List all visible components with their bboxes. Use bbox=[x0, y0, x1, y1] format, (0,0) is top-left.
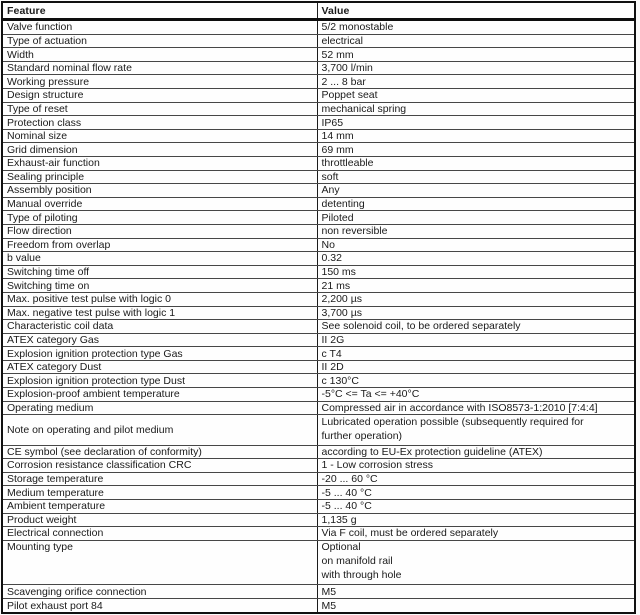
feature-cell: Note on operating and pilot medium bbox=[2, 415, 317, 445]
table-row bbox=[2, 34, 635, 48]
feature-value-table bbox=[1, 1, 636, 614]
table-row bbox=[2, 170, 635, 184]
table-row bbox=[2, 374, 635, 388]
value-cell bbox=[317, 540, 635, 585]
feature-cell: Explosion ignition protection type Gas bbox=[2, 347, 317, 361]
table-row bbox=[2, 279, 635, 293]
value-cell: 3,700 l/min bbox=[317, 61, 635, 75]
table-row bbox=[2, 513, 635, 527]
table-row bbox=[2, 585, 635, 599]
feature-cell: Valve function bbox=[2, 20, 317, 35]
value-cell: 1 - Low corrosion stress bbox=[317, 459, 635, 473]
table-row bbox=[2, 360, 635, 374]
feature-cell: b value bbox=[2, 252, 317, 266]
feature-cell: Electrical connection bbox=[2, 527, 317, 541]
feature-cell: CE symbol (see declaration of conformity) bbox=[2, 445, 317, 459]
feature-cell: Operating medium bbox=[2, 401, 317, 415]
value-cell: Compressed air in accordance with ISO8573-1:2010 [7:4:4] bbox=[317, 401, 635, 415]
feature-cell: Scavenging orifice connection bbox=[2, 585, 317, 599]
column-header-value: Value bbox=[317, 2, 635, 20]
feature-cell: Pilot exhaust port 84 bbox=[2, 599, 317, 613]
value-cell: -5°C <= Ta <= +40°C bbox=[317, 388, 635, 402]
feature-cell: Storage temperature bbox=[2, 472, 317, 486]
value-cell: 21 ms bbox=[317, 279, 635, 293]
table-row bbox=[2, 333, 635, 347]
value-cell: Via F coil, must be ordered separately bbox=[317, 527, 635, 541]
feature-cell: Sealing principle bbox=[2, 170, 317, 184]
feature-cell: Design structure bbox=[2, 89, 317, 103]
feature-cell: Exhaust-air function bbox=[2, 156, 317, 170]
table-row bbox=[2, 599, 635, 613]
feature-cell: Freedom from overlap bbox=[2, 238, 317, 252]
table-row bbox=[2, 415, 635, 445]
table-row bbox=[2, 224, 635, 238]
value-cell: M5 bbox=[317, 599, 635, 613]
table-row bbox=[2, 292, 635, 306]
feature-cell: Flow direction bbox=[2, 224, 317, 238]
table-row bbox=[2, 48, 635, 62]
feature-cell: Type of piloting bbox=[2, 211, 317, 225]
value-cell: See solenoid coil, to be ordered separately bbox=[317, 320, 635, 334]
value-cell: -5 ... 40 °C bbox=[317, 486, 635, 500]
table-row bbox=[2, 238, 635, 252]
feature-cell: Nominal size bbox=[2, 129, 317, 143]
column-header-feature: Feature bbox=[2, 2, 317, 20]
table-row bbox=[2, 306, 635, 320]
table-row bbox=[2, 61, 635, 75]
feature-cell: Product weight bbox=[2, 513, 317, 527]
feature-cell: Manual override bbox=[2, 197, 317, 211]
value-cell: 14 mm bbox=[317, 129, 635, 143]
value-cell: 1,135 g bbox=[317, 513, 635, 527]
table-row bbox=[2, 459, 635, 473]
feature-cell: Characteristic coil data bbox=[2, 320, 317, 334]
feature-cell: Switching time off bbox=[2, 265, 317, 279]
value-cell: throttleable bbox=[317, 156, 635, 170]
feature-cell: Max. negative test pulse with logic 1 bbox=[2, 306, 317, 320]
feature-cell: Switching time on bbox=[2, 279, 317, 293]
value-cell: c T4 bbox=[317, 347, 635, 361]
value-line: Optional bbox=[321, 540, 361, 553]
feature-cell: Width bbox=[2, 48, 317, 62]
table-row bbox=[2, 252, 635, 266]
value-cell: according to EU-Ex protection guideline (ATEX) bbox=[317, 445, 635, 459]
feature-cell: Ambient temperature bbox=[2, 499, 317, 513]
feature-cell: Standard nominal flow rate bbox=[2, 61, 317, 75]
value-cell: -20 ... 60 °C bbox=[317, 472, 635, 486]
table-row bbox=[2, 75, 635, 89]
value-cell: 0.32 bbox=[317, 252, 635, 266]
value-cell: Any bbox=[317, 184, 635, 198]
table-row bbox=[2, 197, 635, 211]
value-cell: -5 ... 40 °C bbox=[317, 499, 635, 513]
value-cell: mechanical spring bbox=[317, 102, 635, 116]
table-row bbox=[2, 211, 635, 225]
value-cell: IP65 bbox=[317, 116, 635, 130]
table-row bbox=[2, 265, 635, 279]
feature-cell: Explosion ignition protection type Dust bbox=[2, 374, 317, 388]
table-row bbox=[2, 388, 635, 402]
feature-cell: Medium temperature bbox=[2, 486, 317, 500]
value-cell: II 2D bbox=[317, 360, 635, 374]
feature-cell: Type of actuation bbox=[2, 34, 317, 48]
table-row bbox=[2, 540, 635, 585]
value-cell: M5 bbox=[317, 585, 635, 599]
value-cell: 3,700 µs bbox=[317, 306, 635, 320]
feature-cell: Max. positive test pulse with logic 0 bbox=[2, 292, 317, 306]
feature-cell: Protection class bbox=[2, 116, 317, 130]
value-line: on manifold rail bbox=[321, 554, 393, 567]
table-row bbox=[2, 486, 635, 500]
feature-cell: Corrosion resistance classification CRC bbox=[2, 459, 317, 473]
value-cell: 69 mm bbox=[317, 143, 635, 157]
table-row bbox=[2, 499, 635, 513]
value-cell: 2,200 µs bbox=[317, 292, 635, 306]
value-cell: Lubricated operation possible (subsequently required for further operation) bbox=[317, 415, 635, 445]
value-cell: 2 ... 8 bar bbox=[317, 75, 635, 89]
feature-cell: Explosion-proof ambient temperature bbox=[2, 388, 317, 402]
table-row bbox=[2, 472, 635, 486]
value-cell: No bbox=[317, 238, 635, 252]
table-header-row bbox=[2, 2, 635, 20]
table-row bbox=[2, 129, 635, 143]
feature-cell: Grid dimension bbox=[2, 143, 317, 157]
table-row bbox=[2, 116, 635, 130]
table-row bbox=[2, 401, 635, 415]
value-cell: electrical bbox=[317, 34, 635, 48]
value-cell: c 130°C bbox=[317, 374, 635, 388]
table-row bbox=[2, 89, 635, 103]
feature-cell: ATEX category Dust bbox=[2, 360, 317, 374]
feature-cell: Mounting type bbox=[2, 540, 317, 585]
table-row bbox=[2, 347, 635, 361]
value-line: with through hole bbox=[321, 568, 402, 581]
table-row bbox=[2, 143, 635, 157]
table-row bbox=[2, 20, 635, 35]
value-cell: Piloted bbox=[317, 211, 635, 225]
value-cell: II 2G bbox=[317, 333, 635, 347]
feature-cell: ATEX category Gas bbox=[2, 333, 317, 347]
table-row bbox=[2, 527, 635, 541]
feature-cell: Working pressure bbox=[2, 75, 317, 89]
value-cell: 5/2 monostable bbox=[317, 20, 635, 35]
value-cell: soft bbox=[317, 170, 635, 184]
table-row bbox=[2, 320, 635, 334]
table-row bbox=[2, 102, 635, 116]
table-row bbox=[2, 445, 635, 459]
specification-table bbox=[1, 1, 634, 614]
value-cell: non reversible bbox=[317, 224, 635, 238]
feature-cell: Type of reset bbox=[2, 102, 317, 116]
value-cell: 52 mm bbox=[317, 48, 635, 62]
value-cell: detenting bbox=[317, 197, 635, 211]
table-row bbox=[2, 156, 635, 170]
feature-cell: Assembly position bbox=[2, 184, 317, 198]
value-cell: 150 ms bbox=[317, 265, 635, 279]
table-row bbox=[2, 184, 635, 198]
value-cell: Poppet seat bbox=[317, 89, 635, 103]
